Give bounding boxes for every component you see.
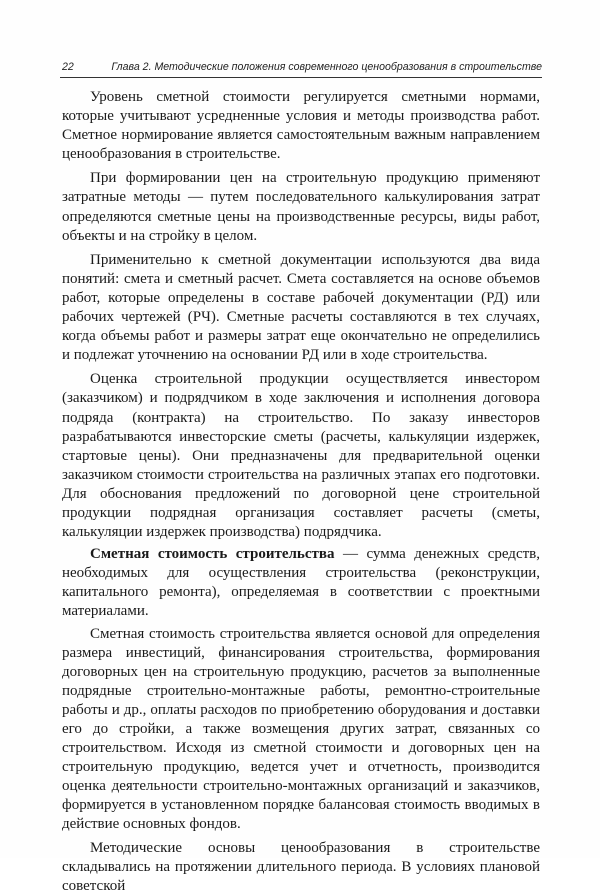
paragraph-5	[62, 545, 540, 621]
paragraph-6: Сметная стоимость строительства является основой для определения размера инвестиций, финансирования строительства, формирования договорных цен на строительную продукцию, расчетов за выполненные подрядные строительно-монтажные работы, ремонтно-строительные работы и др., оплаты расходов по приобретению оборудования и доставки его до стройки, а также возмещения других затрат, связанных со строительством. Исходя из сметной стоимости и договорных цен на строительную продукцию, ведется учет и отчетность, производится оценка деятельности строительно-монтажных организаций и заказчиков, формируется в установленном порядке балансовая стоимость вводимых в действие основных фондов.	[62, 625, 540, 833]
paragraph-2: При формировании цен на строительную продукцию применяют затратные методы — путем последовательного калькулирования затрат определяются сметные цены на производственные ресурсы, виды работ, объекты и на стройку в целом.	[62, 170, 540, 244]
body-text	[62, 88, 540, 896]
definition-text: — сумма денежных средств, необходимых для осуществления строительства (реконструкции, капитального ремонта), определяемая в соответствии с проектными материалами.	[62, 546, 540, 620]
page-number: 22	[62, 61, 74, 73]
definition-term: Сметная стоимость строительства	[90, 546, 335, 563]
paragraph-7: Методические основы ценообразования в строительстве складывались на протяжении длительного периода. В условиях плановой советской	[62, 839, 540, 894]
chapter-title: Глава 2. Методические положения современного ценообразования в строительстве	[111, 61, 542, 73]
paragraph-3: Применительно к сметной документации используются два вида понятий: смета и сметный расчет. Смета составляется на основе объемов работ, которые определены в составе рабочей документации (РД) или рабочих чертежей (РЧ). Сметные расчеты составляются в тех случаях, когда объемы работ и размеры затрат еще окончательно не определились и подлежат уточнению на основании РД или в ходе строительства.	[62, 251, 540, 364]
paragraph-4: Оценка строительной продукции осуществляется инвестором (заказчиком) и подрядчиком в ходе заключения и исполнения договора подряда (контракта) на строительство. По заказу инвесторов разрабатываются инвесторские сметы (расчеты, калькуляции издержек, стартовые цены). Они предназначены для предварительной оценки заказчиком стоимости строительства на различных этапах его подготовки. Для обоснования предложений по договорной цене строительной продукции подрядная организация составляет расчеты (сметы, калькуляции издержек производства) подрядчика.	[62, 371, 540, 541]
header-rule	[60, 77, 542, 78]
running-head	[60, 59, 542, 77]
paragraph-1: Уровень сметной стоимости регулируется сметными нормами, которые учитывают усредненные условия и методы производства работ. Сметное нормирование является самостоятельным важным направлением ценообразования в строительстве.	[62, 89, 540, 163]
